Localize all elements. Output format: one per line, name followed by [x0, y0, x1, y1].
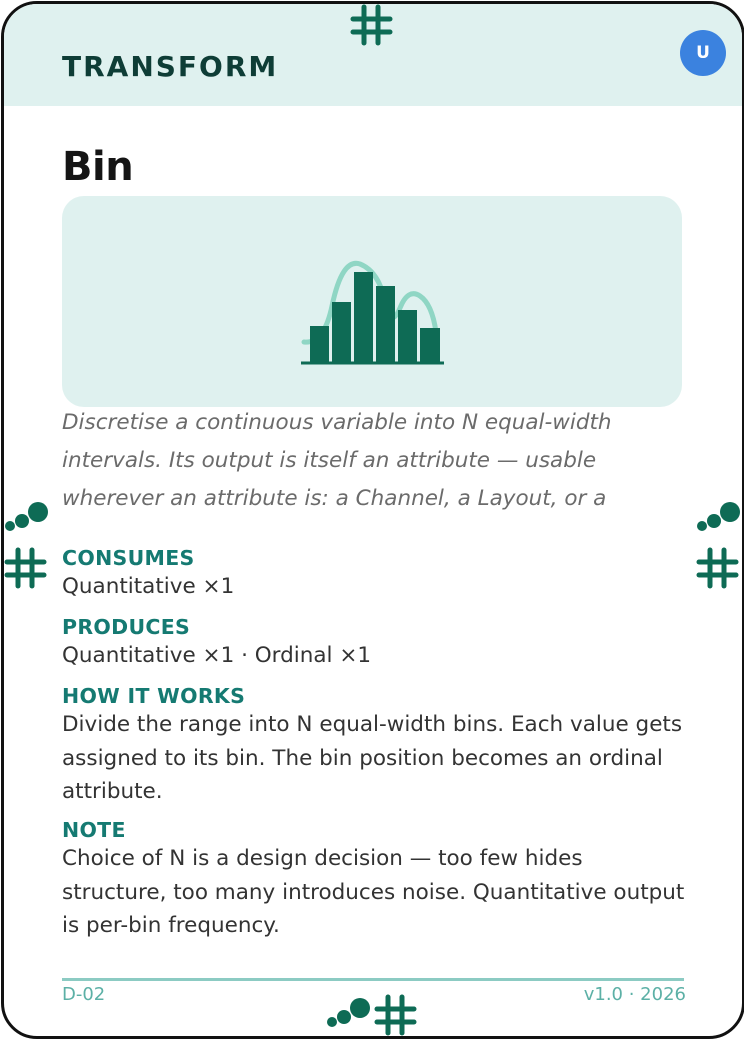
- dots-icon: [324, 996, 374, 1030]
- description: Discretise a continuous variable into N equal-width intervals. Its output is itself an attribute — usable wherever an attribute is: a Channel, a Layout, or a: [62, 410, 612, 511]
- histogram-bar: [398, 310, 417, 362]
- histogram-icon: [62, 196, 682, 407]
- hash-icon: [4, 547, 48, 589]
- hash-icon: [350, 4, 394, 46]
- card: [1, 1, 744, 1039]
- footer-divider: [62, 978, 684, 981]
- section-consumes: [62, 546, 687, 604]
- histogram-bar: [420, 328, 440, 362]
- hash-icon: [374, 994, 418, 1036]
- histogram-bar: [310, 326, 329, 362]
- section-produces: [62, 615, 687, 673]
- hash-icon: [696, 547, 740, 589]
- illustration-panel: [62, 196, 682, 407]
- section-text: Choice of N is a design decision — too few hides structure, too many introduces noise. Quantitative output is per-bin frequency.: [62, 846, 685, 938]
- section-label: NOTE: [62, 818, 126, 842]
- section-note: [62, 818, 687, 943]
- histogram-bar: [376, 286, 395, 362]
- avatar[interactable]: U: [680, 30, 726, 76]
- dots-icon: [2, 500, 52, 534]
- histogram-bar: [354, 272, 373, 362]
- section-how-it-works: [62, 684, 687, 809]
- card-title: Bin: [62, 144, 134, 190]
- category-label: TRANSFORM: [62, 50, 279, 83]
- section-label: PRODUCES: [62, 615, 191, 639]
- dots-icon: [694, 500, 744, 534]
- section-text: Quantitative ×1 · Ordinal ×1: [62, 643, 372, 668]
- card-code: D-02: [62, 984, 106, 1005]
- section-text: Divide the range into N equal-width bins. Each value gets assigned to its bin. The bin position becomes an ordinal attribute.: [62, 712, 683, 804]
- section-label: CONSUMES: [62, 546, 195, 570]
- card-version: v1.0 · 2026: [583, 984, 686, 1005]
- section-label: HOW IT WORKS: [62, 684, 246, 708]
- histogram-bar: [332, 302, 351, 362]
- section-text: Quantitative ×1: [62, 574, 235, 599]
